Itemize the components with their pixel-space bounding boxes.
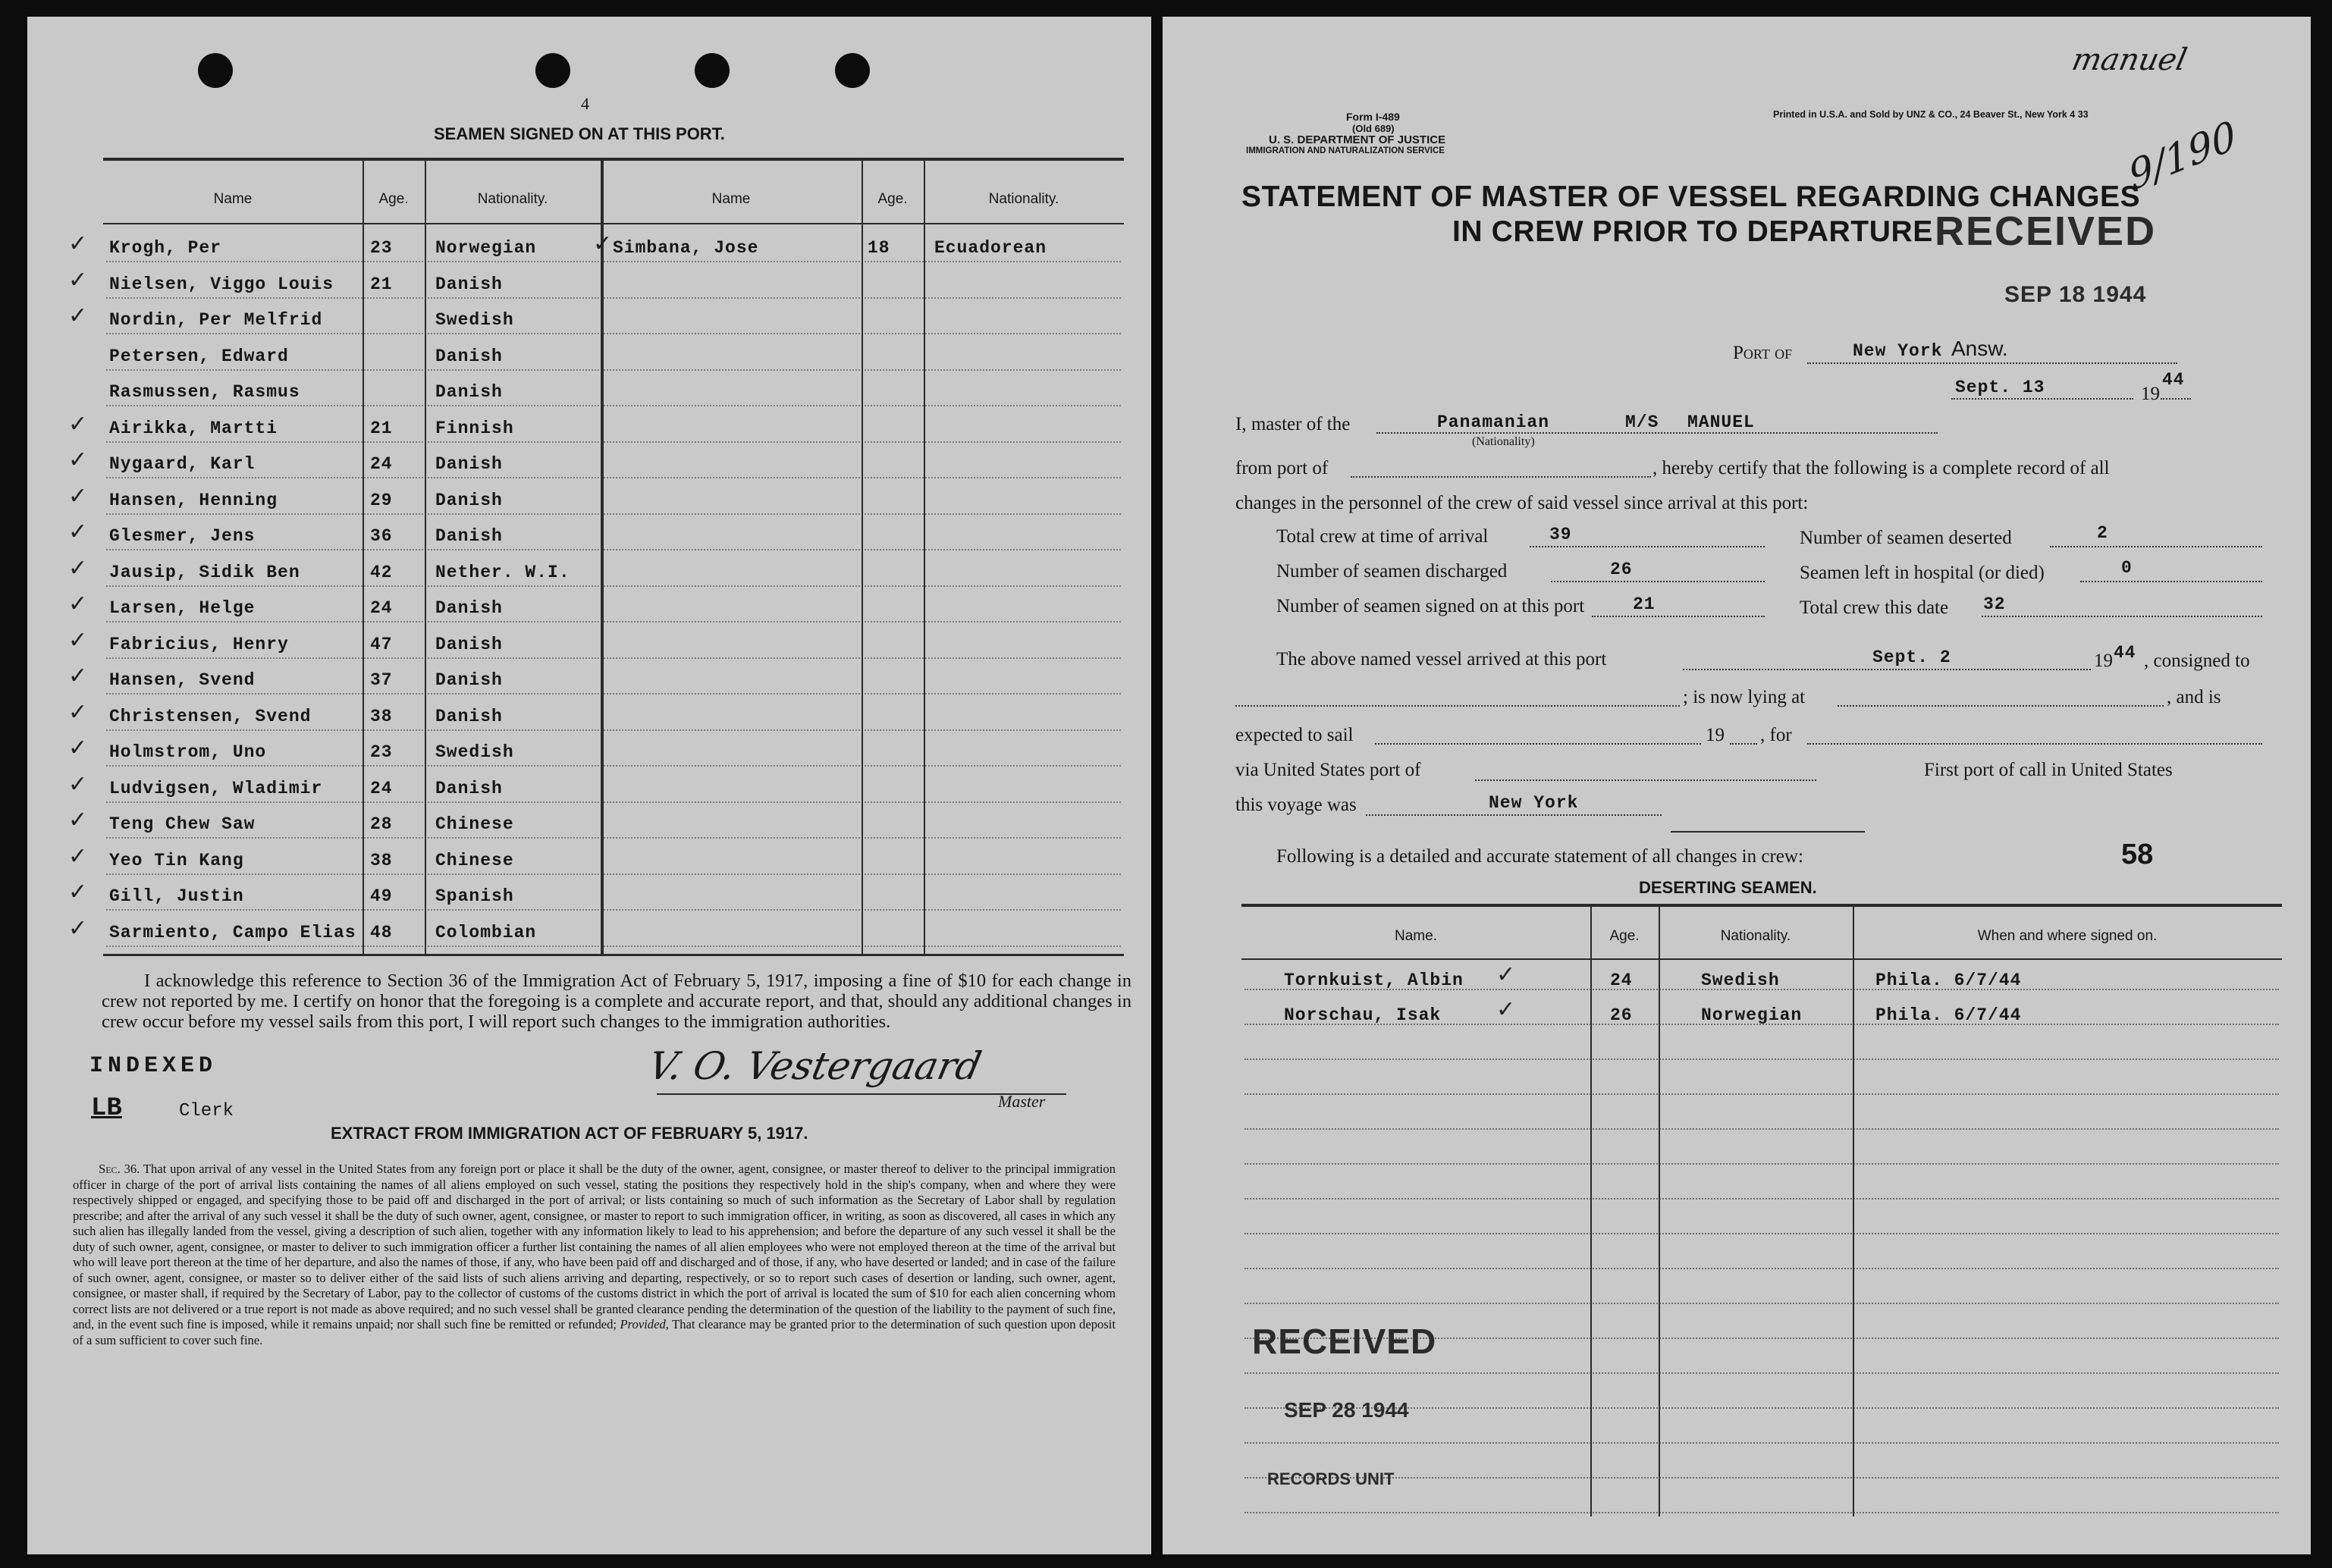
column-header: Age. [877, 191, 908, 207]
year-prefix: 19 [2141, 384, 2160, 404]
checkmark: ✓ [68, 266, 88, 293]
seaman-nationality: Danish [435, 670, 503, 690]
number-58: 58 [2121, 839, 2154, 870]
following-text: Following is a detailed and accurate statement of all changes in crew: [1276, 846, 1803, 867]
arrived-year-suffix: 44 [2114, 643, 2136, 663]
seaman-age: 49 [370, 886, 393, 906]
seaman-nationality: Ecuadorean [934, 238, 1047, 258]
row-dots [1244, 1268, 2279, 1269]
deserting-table-rule [1241, 904, 2282, 907]
form-number: Form I-489 [1346, 111, 1400, 123]
seaman-age: 24 [370, 778, 393, 798]
extract-tail: That clearance may be granted prior to the determination of such question upon deposit of a sum sufficient to cover such fine. [73, 1317, 1116, 1347]
checkmark: ✓ [1496, 961, 1516, 988]
row-dots [1244, 1303, 2279, 1304]
checkmark: ✓ [68, 914, 88, 942]
column-rule [1590, 907, 1592, 1516]
table-bottom-rule [103, 954, 1124, 956]
seaman-age: 21 [370, 418, 393, 438]
checkmark: ✓ [68, 519, 88, 545]
nationality-caption: (Nationality) [1472, 435, 1535, 448]
row-dots [1244, 1477, 2279, 1479]
column-rule [862, 161, 863, 954]
seaman-age: 36 [370, 526, 393, 546]
arrived-date: Sept. 2 [1872, 648, 1951, 667]
date-value: Sept. 13 [1955, 378, 2045, 397]
seaman-name: Nygaard, Karl [109, 454, 256, 474]
seaman-nationality: Danish [435, 778, 503, 798]
master-line: I, master of the [1235, 414, 1351, 434]
seaman-name: Christensen, Svend [109, 706, 312, 726]
row-dots [1244, 1058, 2279, 1060]
extract-body: That upon arrival of any vessel in the United States from any foreign port or place it shall be the duty of the owner, agent, consignee, or master thereof to deliver to the principal immigration officer in charge of the port of arrival lists containing the names of all aliens employed on such vessel, stating the positions they respectively hold in the ship's company, when and where they were respectively shipped or engaged, and specifying those to be paid off and discharged in the port of arrival; or lists containing so much of such information as the Secretary of Labor shall by regulation prescribe; and after the arrival of any such vessel it shall be the duty of such owner, agent, consignee, or master to report to such immigration officer, in writing, as soon as discovered, all cases in which any such alien has illegally landed from the vessel, giving a description of such alien, together with any information likely to lead to his apprehension; and before the departure of any such vessel it shall be the duty of such owner, agent, consignee, or master to deliver to such immigration officer a further list containing the names of all alien employees who were not employed thereon at the time of the arrival but who will leave port thereon at the time of her departure, and also the names of those, if any, who have been paid off and discharged and of those, if any, who have deserted or landed; and in case of the failure of such owner, agent, consignee, or master so to deliver either of the said lists of such aliens arriving and departing, respectively, or so to report such cases of desertion or landing, such owner, agent, consignee, or master shall, if required by the Secretary of Labor, pay to the collector of customs of the customs district in which the port of arrival is located the sum of $10 for each alien concerning whom correct lists are not delivered or a true report is not made as above required; and no such vessel shall be granted clearance pending the determination of the question of the liability to the payment of such fine, and, in the event such fine is imposed, while it remains unpaid; nor shall such fine be remitted or refunded; [73, 1162, 1116, 1331]
discharged-label: Number of seamen discharged [1276, 561, 1508, 582]
checkmark: ✓ [68, 807, 88, 833]
and-is-text: , and is [2167, 687, 2221, 707]
seaman-nationality: Danish [435, 454, 503, 474]
page-number: 4 [581, 94, 589, 113]
checkmark: ✓ [68, 410, 88, 437]
clerk-label: Clerk [179, 1101, 234, 1121]
row-dots [106, 549, 1121, 550]
table-top-rule [103, 158, 1124, 161]
seaman-name: Fabricius, Henry [109, 634, 289, 654]
checkmark: ✓ [68, 482, 88, 510]
seaman-nationality: Swedish [435, 310, 514, 330]
column-header: Nationality. [1720, 928, 1791, 944]
expected-text: expected to sail [1235, 725, 1354, 745]
arrived-year-prefix: 19 [2094, 651, 2113, 671]
row-dots [106, 801, 1121, 803]
row-dots [106, 946, 1121, 947]
column-header: Nationality. [477, 191, 548, 207]
column-header: Age. [1609, 928, 1640, 944]
column-rule [1853, 907, 1854, 1516]
total-crew-date-label: Total crew this date [1800, 597, 1949, 618]
punch-hole [198, 53, 233, 88]
seaman-name: Gill, Justin [109, 886, 244, 906]
seaman-nationality: Chinese [435, 814, 514, 834]
deserting-title: DESERTING SEAMEN. [1639, 878, 1817, 897]
checkmark: ✓ [593, 230, 613, 257]
seaman-nationality: Finnish [435, 418, 514, 438]
seaman-name: Jausip, Sidik Ben [109, 562, 300, 582]
seaman-age: 21 [370, 274, 393, 294]
column-header: Name [213, 191, 253, 207]
row-dots [106, 621, 1121, 622]
changes-text: changes in the personnel of the crew of said vessel since arrival at this port: [1235, 493, 1809, 513]
seaman-age: 18 [868, 238, 890, 258]
section-title: SEAMEN SIGNED ON AT THIS PORT. [434, 124, 725, 143]
row-dots [1244, 1372, 2279, 1374]
seaman-age: 42 [370, 562, 393, 582]
seaman-name: Larsen, Helge [109, 598, 256, 618]
checkmark: ✓ [68, 663, 88, 689]
row-dots [1244, 1128, 2279, 1130]
column-rule [363, 161, 364, 954]
records-unit: RECORDS UNIT [1267, 1469, 1395, 1488]
row-dots [106, 369, 1121, 371]
deserter-signed-on: Phila. 6/7/44 [1875, 1005, 2022, 1025]
seaman-nationality: Danish [435, 706, 503, 726]
extract-section: Sec. 36. [99, 1162, 140, 1176]
seaman-name: Sarmiento, Campo Elias [109, 922, 356, 942]
seaman-nationality: Danish [435, 634, 503, 654]
seaman-age: 24 [370, 598, 393, 618]
checkmark: ✓ [68, 698, 88, 726]
checkmark: ✓ [68, 591, 88, 617]
certify-text: , hereby certify that the following is a complete record of all [1652, 458, 2110, 478]
left-page [27, 17, 1151, 1554]
master-signature: V. O. Vestergaard [644, 1044, 986, 1088]
seaman-name: Yeo Tin Kang [109, 850, 244, 870]
right-page [1163, 17, 2311, 1554]
acknowledgment-text: I acknowledge this reference to Section 36 of the Immigration Act of February 5, 1917, imposing a fine of $10 for each change in crew not reported by me. I certify on honor that the foregoing is a complete and accurate report, and that, should any additional changes in crew occur before my vessel sails from this port, I will report such changes to the immigration authorities. [102, 971, 1131, 1032]
service: IMMIGRATION AND NATURALIZATION SERVICE [1246, 146, 1445, 155]
hospital-label: Seamen left in hospital (or died) [1800, 563, 2045, 583]
row-dots [1244, 1198, 2279, 1200]
seaman-nationality: Danish [435, 598, 503, 618]
seaman-nationality: Swedish [435, 742, 514, 762]
signed-on: 21 [1633, 594, 1656, 614]
checkmark: ✓ [68, 230, 88, 257]
master-label: Master [998, 1092, 1046, 1111]
seaman-age: 48 [370, 922, 393, 942]
row-dots [106, 261, 1121, 262]
printer-line: Printed in U.S.A. and Sold by UNZ & CO., 24 Beaver St., New York 4 33 [1773, 109, 2089, 120]
checkmark: ✓ [1496, 996, 1516, 1023]
seaman-nationality: Danish [435, 490, 503, 510]
seaman-nationality: Norwegian [435, 238, 537, 258]
seaman-nationality: Colombian [435, 922, 537, 942]
row-dots [1244, 1442, 2279, 1444]
row-dots [106, 873, 1121, 875]
port-value: New York [1853, 341, 1943, 361]
seaman-name: Rasmussen, Rasmus [109, 382, 300, 402]
for-text: , for [1760, 725, 1792, 745]
extract-title: EXTRACT FROM IMMIGRATION ACT OF FEBRUARY 5, 1917. [331, 1124, 808, 1143]
seaman-name: Hansen, Henning [109, 490, 278, 510]
voyage-value: New York [1489, 793, 1579, 813]
deserted: 2 [2097, 523, 2108, 543]
row-dots [106, 909, 1121, 911]
header-rule [1241, 958, 2282, 960]
seaman-age: 28 [370, 814, 393, 834]
seaman-name: Krogh, Per [109, 238, 222, 258]
column-rule [425, 161, 426, 954]
total-crew-arrival: 39 [1549, 525, 1572, 544]
seaman-nationality: Nether. W.I. [435, 562, 570, 582]
consigned-text: , consigned to [2144, 651, 2250, 671]
row-dots [1244, 1163, 2279, 1165]
total-crew-arrival-label: Total crew at time of arrival [1276, 526, 1489, 547]
received-date-2: SEP 28 1944 [1284, 1398, 1409, 1422]
column-rule [601, 161, 604, 954]
row-dots [106, 441, 1121, 443]
row-dots [106, 765, 1121, 767]
port-label: Port of [1733, 343, 1793, 363]
seaman-name: Glesmer, Jens [109, 526, 256, 546]
punch-hole [835, 53, 870, 88]
column-rule [924, 161, 925, 954]
deserter-name: Tornkuist, Albin [1284, 971, 1464, 990]
checkmark: ✓ [68, 303, 88, 329]
indexed-stamp: INDEXED [89, 1053, 218, 1079]
row-dots [106, 405, 1121, 406]
row-dots [106, 585, 1121, 587]
seaman-name: Hansen, Svend [109, 670, 256, 690]
seaman-nationality: Danish [435, 346, 503, 366]
handwritten-note: manuel [2069, 42, 2190, 77]
column-header: Name [711, 191, 751, 207]
row-dots [106, 333, 1121, 334]
column-rule [1659, 907, 1660, 1516]
first-call-text: First port of call in United States [1924, 760, 2173, 780]
department: U. S. DEPARTMENT OF JUSTICE [1269, 133, 1446, 146]
row-dots [106, 297, 1121, 299]
deserter-signed-on: Phila. 6/7/44 [1875, 971, 2022, 990]
vessel-name: MANUEL [1687, 412, 1755, 432]
checkmark: ✓ [68, 879, 88, 905]
clerk-initials: LB [91, 1094, 122, 1123]
total-crew-date: 32 [1983, 594, 2006, 614]
vessel-prefix: M/S [1625, 412, 1659, 432]
title-line-2: IN CREW PRIOR TO DEPARTURE [1452, 215, 1933, 248]
seaman-age: 29 [370, 490, 393, 510]
punch-hole [695, 53, 730, 88]
deserter-nationality: Norwegian [1701, 1005, 1803, 1025]
seaman-nationality: Chinese [435, 850, 514, 870]
row-dots [1244, 1233, 2279, 1234]
discharged: 26 [1610, 560, 1633, 579]
row-dots [106, 729, 1121, 731]
hospital: 0 [2121, 558, 2133, 578]
deserter-name: Norschau, Isak [1284, 1005, 1442, 1025]
seaman-name: Petersen, Edward [109, 346, 289, 366]
extract-provided: Provided, [620, 1317, 669, 1331]
seaman-age: 37 [370, 670, 393, 690]
seaman-age: 47 [370, 634, 393, 654]
seaman-name: Nielsen, Viggo Louis [109, 274, 334, 294]
header-rule [103, 223, 1124, 224]
checkmark: ✓ [68, 626, 88, 654]
title-line-1: STATEMENT OF MASTER OF VESSEL REGARDING CHANGES [1241, 180, 2141, 213]
column-header: Nationality. [988, 191, 1059, 207]
seaman-name: Simbana, Jose [613, 238, 759, 258]
seaman-age: 38 [370, 850, 393, 870]
seaman-nationality: Danish [435, 382, 503, 402]
signed-on-label: Number of seamen signed on at this port [1276, 596, 1585, 616]
checkmark: ✓ [68, 770, 88, 798]
checkmark: ✓ [68, 554, 88, 582]
extract-text [73, 1162, 1116, 1348]
seaman-nationality: Danish [435, 274, 503, 294]
form-old: (Old 689) [1352, 123, 1395, 134]
sail-year-prefix: 19 [1706, 725, 1725, 745]
row-dots [1244, 1093, 2279, 1095]
row-dots [1244, 1512, 2279, 1513]
received-stamp-2: RECEIVED [1252, 1322, 1437, 1361]
received-stamp: RECEIVED [1935, 209, 2157, 254]
seaman-age: 23 [370, 238, 393, 258]
arrived-text: The above named vessel arrived at this port [1276, 649, 1607, 670]
seaman-nationality: Danish [435, 526, 503, 546]
nationality-value: Panamanian [1437, 412, 1550, 432]
seaman-name: Holmstrom, Uno [109, 742, 267, 762]
checkmark: ✓ [68, 735, 88, 761]
column-header: When and where signed on. [1977, 928, 2158, 944]
from-port-label: from port of [1235, 458, 1329, 478]
row-dots [106, 513, 1121, 515]
seaman-name: Nordin, Per Melfrid [109, 310, 323, 330]
seaman-nationality: Spanish [435, 886, 514, 906]
seaman-name: Airikka, Martti [109, 418, 278, 438]
voyage-text: this voyage was [1235, 795, 1357, 815]
seaman-age: 23 [370, 742, 393, 762]
received-date: SEP 18 1944 [2004, 282, 2147, 307]
via-text: via United States port of [1235, 760, 1421, 780]
row-dots [106, 477, 1121, 478]
row-dots [106, 693, 1121, 695]
deserter-age: 26 [1610, 1005, 1633, 1025]
deserted-label: Number of seamen deserted [1800, 528, 2012, 548]
checkmark: ✓ [68, 447, 88, 473]
column-header: Name. [1395, 928, 1437, 944]
row-dots [106, 837, 1121, 839]
seaman-age: 24 [370, 454, 393, 474]
deserter-age: 24 [1610, 971, 1633, 990]
seaman-name: Ludvigsen, Wladimir [109, 778, 323, 798]
lying-text: ; is now lying at [1683, 687, 1806, 707]
port-answ: Answ. [1951, 337, 2008, 360]
deserter-nationality: Swedish [1701, 971, 1780, 990]
seaman-name: Teng Chew Saw [109, 814, 256, 834]
handwritten-number: 9/190 [2125, 112, 2240, 200]
row-dots [106, 657, 1121, 659]
checkmark: ✓ [68, 842, 88, 870]
punch-hole [535, 53, 570, 88]
column-header: Age. [378, 191, 409, 207]
seaman-age: 38 [370, 706, 393, 726]
year-suffix: 44 [2162, 370, 2185, 390]
